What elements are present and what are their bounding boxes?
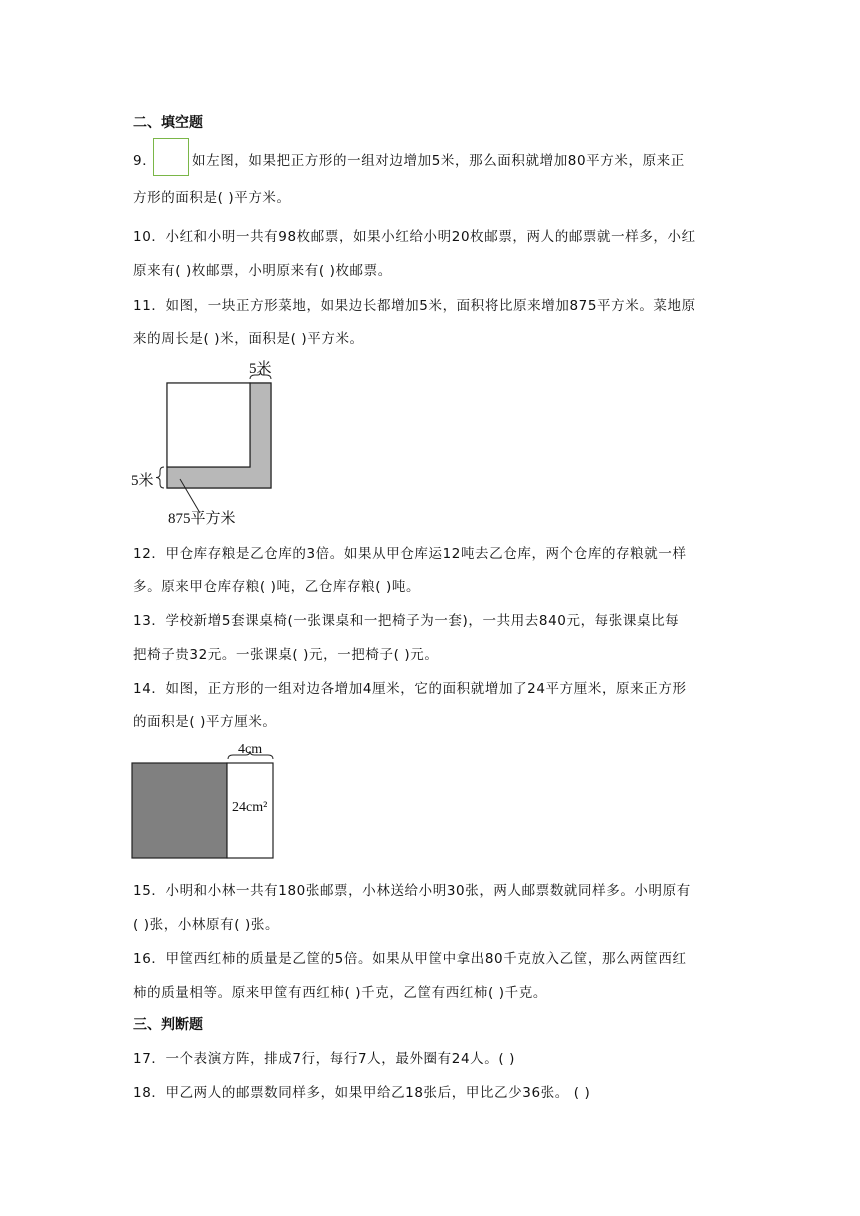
question-9-line-2: 方形的面积是( )平方米。 xyxy=(133,190,291,206)
question-11-top-label: 5米 xyxy=(249,361,272,377)
original-square xyxy=(167,383,250,467)
question-17-line-1: 17．一个表演方阵，排成7行，每行7人，最外圈有24人。( ) xyxy=(133,1051,515,1067)
question-11-line-1: 11．如图，一块正方形菜地，如果边长都增加5米，面积将比原来增加875平方米。菜地原 xyxy=(133,298,696,314)
question-14-top-label: 4cm xyxy=(238,742,263,757)
question-16-line-2: 柿的质量相等。原来甲筐有西红柿( )千克，乙筐有西红柿( )千克。 xyxy=(133,985,547,1001)
question-14-area-label: 24cm² xyxy=(232,800,268,815)
question-10-line-1: 10．小红和小明一共有98枚邮票，如果小红给小明20枚邮票，两人的邮票就一样多，小红 xyxy=(133,229,696,245)
question-14-line-2: 的面积是( )平方厘米。 xyxy=(133,714,277,730)
question-14-line-1: 14．如图，正方形的一组对边各增加4厘米，它的面积就增加了24平方厘米，原来正方形 xyxy=(133,681,687,697)
question-16-line-1: 16．甲筐西红柿的质量是乙筐的5倍。如果从甲筐中拿出80千克放入乙筐，那么两筐西红 xyxy=(133,951,687,967)
question-18-line-1: 18．甲乙两人的邮票数同样多，如果甲给乙18张后，甲比乙少36张。 ( ) xyxy=(133,1085,591,1101)
question-12-line-2: 多。原来甲仓库存粮( )吨，乙仓库存粮( )吨。 xyxy=(133,579,421,595)
question-12-line-1: 12．甲仓库存粮是乙仓库的3倍。如果从甲仓库运12吨去乙仓库，两个仓库的存粮就一样 xyxy=(133,546,687,562)
question-10-line-2: 原来有( )枚邮票，小明原来有( )枚邮票。 xyxy=(133,263,392,279)
question-15-line-2: ( )张，小林原有( )张。 xyxy=(133,917,280,933)
question-13-line-1: 13．学校新增5套课桌椅(一张课桌和一把椅子为一套)，一共用去840元，每张课桌比每 xyxy=(133,613,680,629)
question-11-area-label: 875平方米 xyxy=(168,511,236,527)
question-11-figure xyxy=(128,355,288,530)
section-heading-true-false: 三、判断题 xyxy=(133,1017,203,1033)
original-square xyxy=(132,763,227,858)
question-9-line-1: 如左图，如果把正方形的一组对边增加5米，那么面积就增加80平方米，原来正 xyxy=(192,153,685,169)
question-9-number: 9． xyxy=(133,153,157,169)
question-9-square-figure xyxy=(153,138,189,176)
question-11-left-label: 5米 xyxy=(131,473,154,489)
question-11-line-2: 来的周长是( )米，面积是( )平方米。 xyxy=(133,331,364,347)
question-13-line-2: 把椅子贵32元。一张课桌( )元，一把椅子( )元。 xyxy=(133,647,439,663)
left-brace xyxy=(156,467,164,488)
question-15-line-1: 15．小明和小林一共有180张邮票，小林送给小明30张，两人邮票数就同样多。小明原有 xyxy=(133,883,691,899)
section-heading-fill-blank: 二、填空题 xyxy=(133,115,203,131)
